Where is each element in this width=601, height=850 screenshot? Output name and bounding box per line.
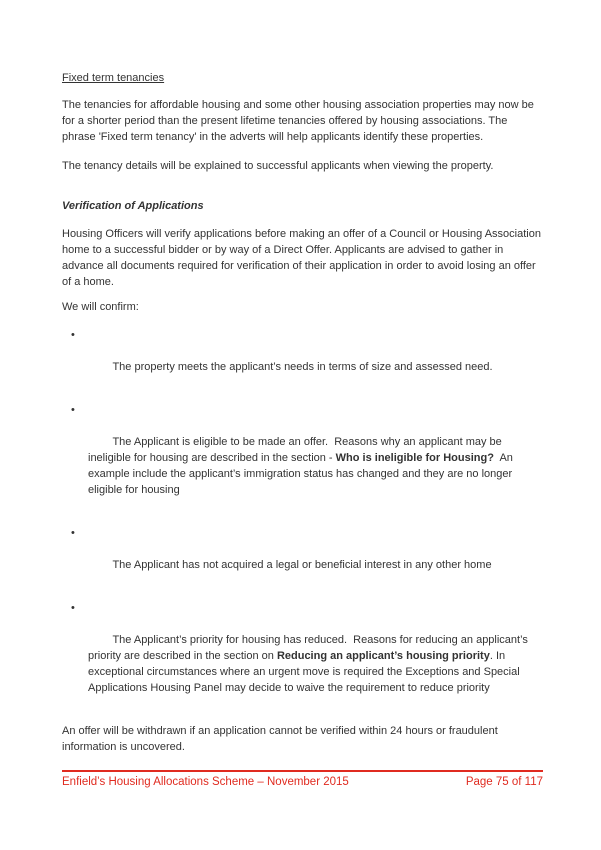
bullet-icon: • <box>71 329 75 341</box>
bullet-text: An example include the applicant’s immigration status has changed and they are no longer eligible for housing <box>88 452 516 496</box>
bullet-text: The property meets the applicant’s needs in terms of size and assessed need. <box>112 361 493 373</box>
document-body <box>62 70 543 768</box>
bullet-text-bold: Who is ineligible for Housing? <box>335 452 494 464</box>
bullet-text: The Applicant is eligible to be made an offer. Reasons why an applicant may be ineligible for housing are described in the section - <box>88 436 505 464</box>
bullet-text-bold: Reducing an applicant’s housing priority <box>276 650 490 662</box>
heading-verification-of-applications: Verification of Applications <box>62 200 204 212</box>
page-footer <box>62 770 543 790</box>
bullet-item-legal-interest <box>62 525 543 589</box>
bullet-icon: • <box>71 527 75 539</box>
bullet-text: The Applicant’s priority for housing has reduced. Reasons for reducing an applicant’s priority are described in the section on <box>88 634 531 662</box>
para-verification-intro: Housing Officers will verify applications before making an offer of a Council or Housing Association home to a successful bidder or by way of a Direct Offer. Applicants are advised to gather in advance all documents required for verification of their application in order to avoid losing an offer of a home. <box>62 228 545 288</box>
bullet-text: . In exceptional circumstances where an urgent move is required the Exceptions and Special Applications Housing Panel may decide to waive the requirement to reduce priority <box>88 650 523 694</box>
bullet-list <box>62 327 543 712</box>
footer-document-title: Enfield’s Housing Allocations Scheme – November 2015 <box>62 776 349 788</box>
para-we-will-confirm: We will confirm: <box>62 301 139 313</box>
para-offer-withdrawn: An offer will be withdrawn if an application cannot be verified within 24 hours or fraudulent information is uncovered. <box>62 725 501 753</box>
heading-fixed-term-tenancies: Fixed term tenancies <box>62 72 165 84</box>
footer-page-number: Page 75 of 117 <box>465 776 543 788</box>
bullet-item-property-needs <box>62 327 543 391</box>
para-tenancy-details: The tenancy details will be explained to successful applicants when viewing the property. <box>62 160 494 172</box>
bullet-icon: • <box>71 602 75 614</box>
bullet-item-eligibility <box>62 402 543 514</box>
bullet-text: The Applicant has not acquired a legal or beneficial interest in any other home <box>112 559 492 571</box>
bullet-icon: • <box>71 404 75 416</box>
para-fixed-term-intro: The tenancies for affordable housing and some other housing association properties may now be for a shorter period than the present lifetime tenancies offered by housing associations. The phrase 'Fixed term tenancy' in the adverts will help applicants identify these properties. <box>62 99 537 143</box>
bullet-item-priority-reduced <box>62 600 543 712</box>
